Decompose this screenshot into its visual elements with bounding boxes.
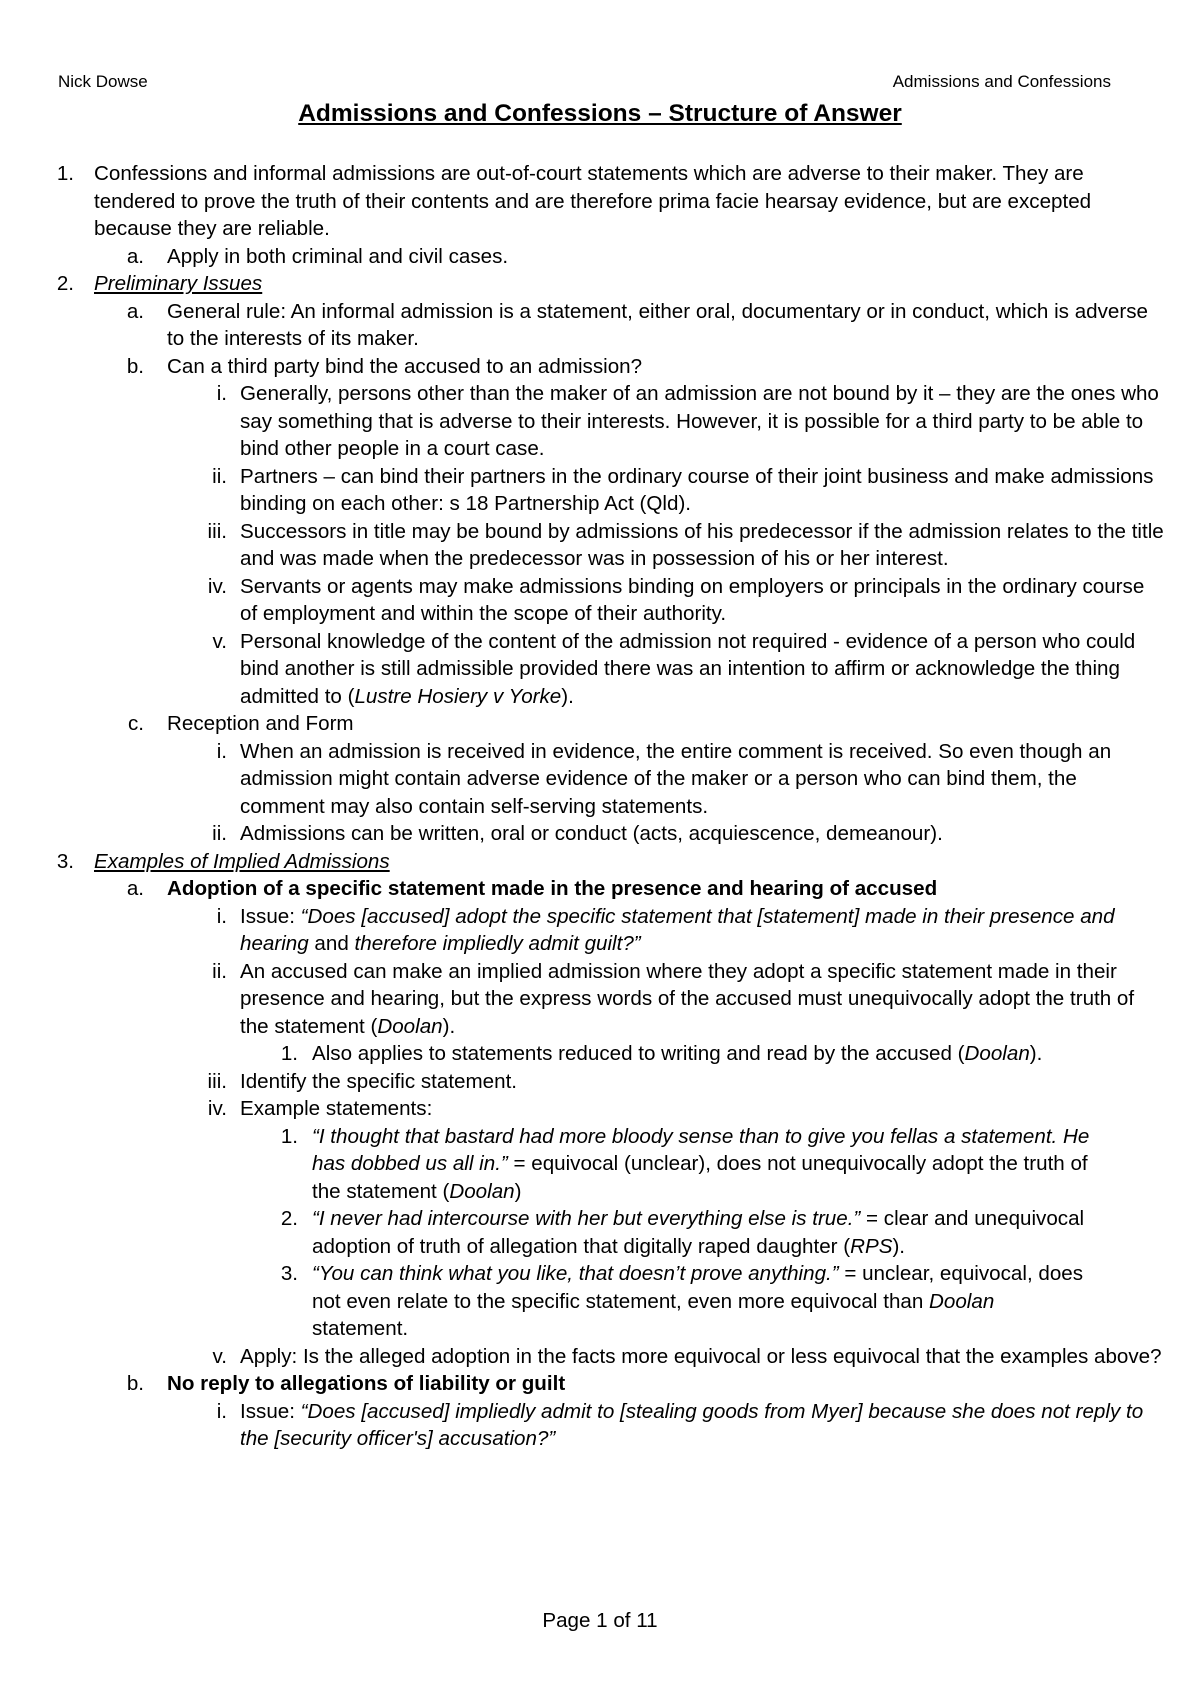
item-letter: a.	[126, 244, 144, 268]
list-item	[0, 463, 1200, 518]
item-number: 1.	[280, 1042, 298, 1065]
item-text: Apply in both criminal and civil cases.	[167, 244, 509, 268]
list-item	[0, 958, 1200, 1041]
item-text: Generally, persons other than the maker of an admission are not bound by it – they are the ones who say something that is adverse to their interests. However, it is possible for a third party to be able to bind other people in a court case.	[240, 382, 1159, 460]
page-number: Page 1 of 11	[542, 1609, 658, 1632]
item-roman: v.	[212, 1344, 227, 1368]
item-text: Reception and Form	[167, 712, 354, 735]
example-item	[0, 1260, 1200, 1343]
list-item	[0, 243, 1200, 271]
item-number: 2.	[56, 272, 74, 295]
list-item	[0, 903, 1200, 958]
item-text-end: statement.	[312, 1317, 409, 1340]
item-number: 2.	[280, 1207, 298, 1230]
list-item	[0, 1370, 1200, 1398]
item-text: Admissions can be written, oral or conduct (acts, acquiescence, demeanour).	[240, 822, 943, 845]
list-item	[0, 1095, 1200, 1123]
list-item	[0, 1068, 1200, 1096]
item-text: Can a third party bind the accused to an admission?	[167, 354, 643, 378]
heading-text: Examples of Implied Admissions	[94, 849, 390, 873]
item-number: 1.	[56, 162, 74, 185]
list-item	[0, 820, 1200, 848]
item-letter: a.	[126, 299, 144, 323]
document-body	[0, 160, 1200, 1453]
item-letter: a.	[126, 877, 144, 900]
item-text: Servants or agents may make admissions binding on employers or principals in the ordinary course of employment and within the scope of their authority.	[240, 574, 1145, 625]
item-text: Adoption of a specific statement made in the presence and hearing of accused	[167, 877, 938, 900]
item-roman: ii.	[212, 464, 227, 488]
case-name: Doolan	[449, 1179, 515, 1203]
item-text: Issue:	[240, 1399, 301, 1423]
example-item	[0, 1205, 1200, 1260]
case-name: RPS	[850, 1234, 893, 1258]
item-roman: i.	[216, 1399, 227, 1423]
item-roman: iv.	[207, 1097, 227, 1120]
item-text: = equivocal (unclear), does not unequivocally adopt the truth of the statement (	[312, 1152, 1088, 1203]
example-quote: “I never had intercourse with her but everything else is true.”	[312, 1207, 861, 1230]
item-letter: c.	[127, 712, 144, 735]
example-item	[0, 1123, 1200, 1206]
item-roman: i.	[216, 382, 227, 405]
item-text: = clear and unequivocal adoption of truth of allegation that digitally raped daughter (	[312, 1207, 1085, 1258]
item-text: Identify the specific statement.	[240, 1069, 518, 1093]
item-number: 3.	[280, 1262, 298, 1285]
item-text: General rule: An informal admission is a statement, either oral, documentary or in conduct, which is adverse to the interests of its maker.	[167, 299, 1148, 350]
item-number: 3.	[56, 849, 74, 873]
list-item	[0, 738, 1200, 821]
item-roman: i.	[216, 904, 227, 928]
case-name: Lustre Hosiery v Yorke	[354, 684, 562, 708]
item-letter: b.	[126, 1372, 144, 1395]
list-item	[0, 1040, 1200, 1068]
item-roman: v.	[212, 629, 227, 653]
case-name: Doolan	[377, 1014, 443, 1038]
item-text: Personal knowledge of the content of the admission not required - evidence of a person who could bind another is still admissible provided there was an intention to affirm or acknowledge the thing admitted to (	[240, 629, 1136, 708]
issue-quote: “Does [accused] impliedly admit to [stealing goods from Myer] because she does not reply to the [security officer's] accusation?”	[240, 1399, 1144, 1450]
item-text: and	[308, 932, 355, 955]
item-text-end: )	[514, 1179, 522, 1203]
item-text: Issue:	[240, 904, 301, 928]
item-text: Successors in title may be bound by admissions of his predecessor if the admission relates to the title and was made when the predecessor was in possession of his or her interest.	[240, 519, 1164, 570]
item-text: Apply: Is the alleged adoption in the facts more equivocal or less equivocal that the examples above?	[240, 1344, 1162, 1368]
list-item	[0, 160, 1200, 243]
item-roman: i.	[216, 739, 227, 763]
section-heading	[0, 848, 1200, 876]
item-text: Partners – can bind their partners in the ordinary course of their joint business and make admissions binding on each other: s 18 Partnership Act (Qld).	[240, 464, 1154, 515]
item-text: When an admission is received in evidence, the entire comment is received. So even though an admission might contain adverse evidence of the maker or a person who can bind them, the comment may also contain self-serving statements.	[240, 739, 1112, 818]
list-item	[0, 710, 1200, 738]
item-text-end: ).	[892, 1234, 906, 1258]
item-number: 1.	[280, 1124, 298, 1148]
item-letter: b.	[126, 354, 144, 378]
example-quote: “You can think what you like, that doesn’t prove anything.”	[312, 1262, 839, 1285]
list-item	[0, 353, 1200, 381]
list-item	[0, 380, 1200, 463]
list-item	[0, 1343, 1200, 1371]
item-text: Example statements:	[240, 1097, 433, 1120]
item-text: An accused can make an implied admission where they adopt a specific statement made in their presence and hearing, but the express words of the accused must unequivocally adopt the truth of the statement (	[240, 959, 1135, 1038]
issue-quote: therefore impliedly admit guilt?”	[354, 932, 641, 955]
item-roman: ii.	[212, 822, 227, 845]
list-item	[0, 875, 1200, 903]
example-quote: “I thought that bastard had more bloody sense than to give you fellas a statement. He has dobbed us all in.”	[312, 1124, 1090, 1175]
item-text: Also applies to statements reduced to writing and read by the accused (	[312, 1042, 965, 1065]
list-item	[0, 573, 1200, 628]
item-text: Confessions and informal admissions are out-of-court statements which are adverse to their maker. They are tendered to prove the truth of their contents and are therefore prima facie hearsay evidence, but are excepted because they are reliable.	[94, 162, 1092, 240]
item-text-end: ).	[561, 684, 574, 708]
list-item	[0, 298, 1200, 353]
list-item	[0, 1398, 1200, 1453]
issue-quote: “Does [accused] adopt the specific statement that [statement] made in their presence and hearing	[240, 904, 1115, 955]
heading-text: Preliminary Issues	[94, 272, 263, 295]
document-title: Admissions and Confessions – Structure of Answer	[298, 100, 902, 127]
item-roman: iii.	[207, 1069, 227, 1093]
list-item	[0, 518, 1200, 573]
case-name: Doolan	[964, 1042, 1030, 1065]
item-roman: ii.	[212, 959, 227, 983]
item-text: No reply to allegations of liability or guilt	[167, 1372, 566, 1395]
item-roman: iv.	[207, 574, 227, 598]
item-roman: iii.	[207, 519, 227, 543]
item-text-end: ).	[1029, 1042, 1043, 1065]
item-text: = unclear, equivocal, does not even relate to the specific statement, even more equivocal than	[312, 1262, 1084, 1313]
item-text-end: ).	[442, 1014, 456, 1038]
section-heading	[0, 270, 1200, 298]
header-subject: Admissions and Confessions	[892, 72, 1111, 91]
case-name: Doolan	[929, 1289, 995, 1313]
list-item	[0, 628, 1200, 711]
header-author: Nick Dowse	[58, 72, 148, 91]
